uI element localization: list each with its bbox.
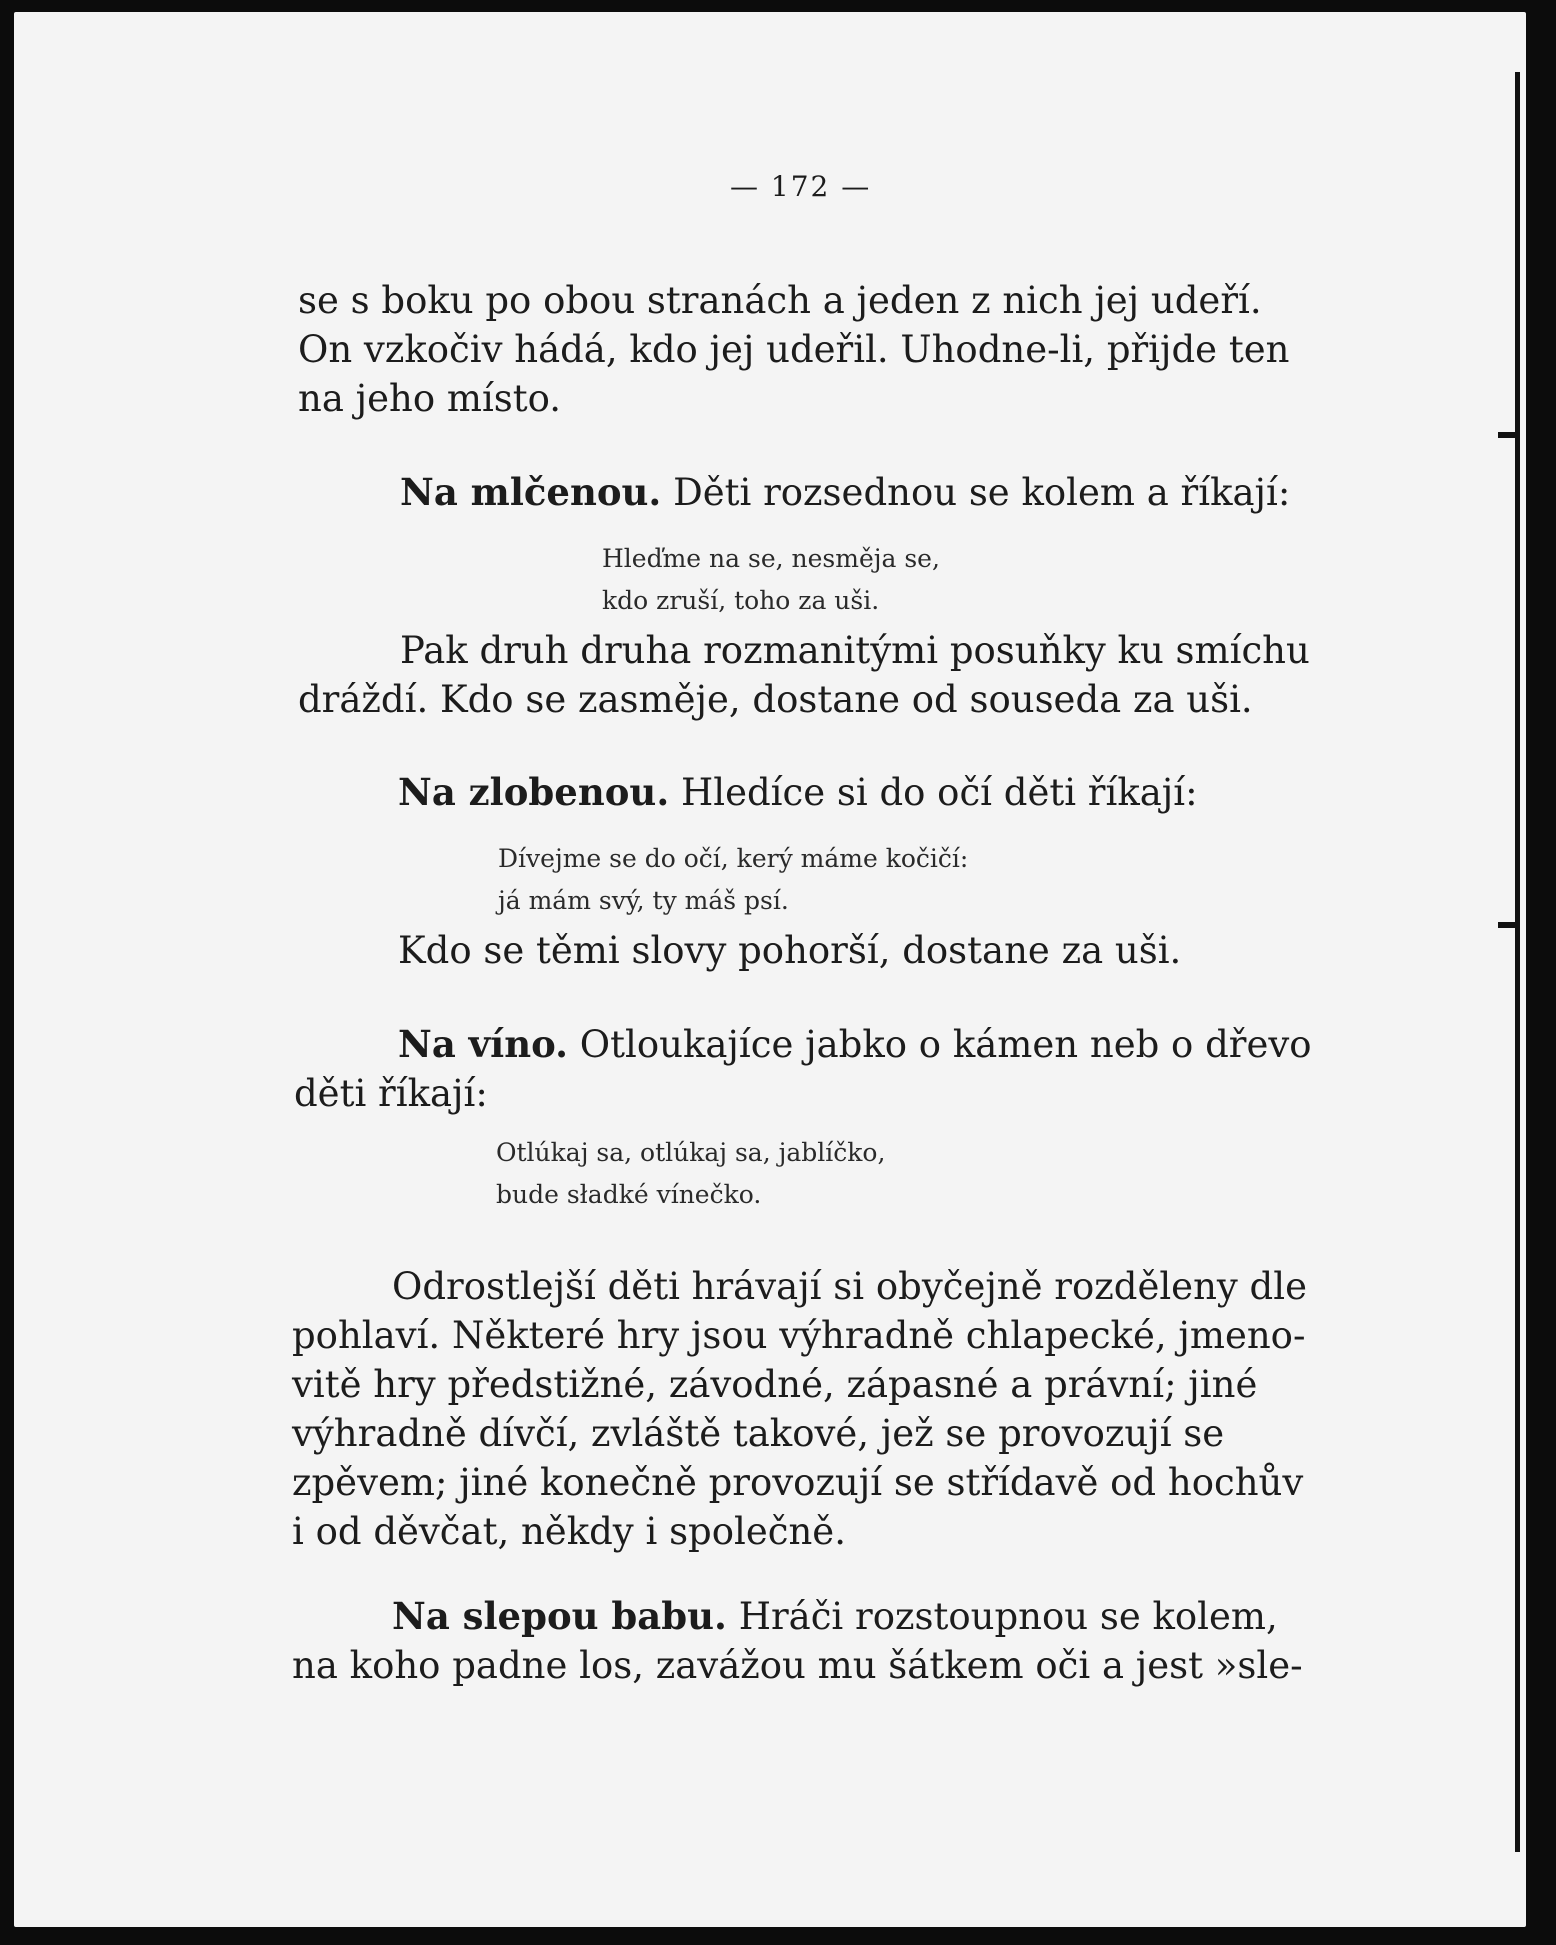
verse-line: Otlúkaj sa, otlúkaj sa, jablíčko, xyxy=(496,1138,886,1167)
game-heading-line xyxy=(398,1020,1312,1069)
game-title: Na mlčenou. xyxy=(400,470,662,514)
text-line: On vzkočiv hádá, kdo jej udeřil. Uhodne-li, přijde ten xyxy=(298,328,1290,371)
book-page xyxy=(14,12,1526,1927)
page-number: — 172 — xyxy=(730,170,872,203)
verse-line: Dívejme se do očí, kerý máme kočičí: xyxy=(498,844,969,873)
game-intro-continued: děti říkají: xyxy=(294,1072,488,1115)
verse-line: bude sładké vínečko. xyxy=(496,1180,762,1209)
verse-line: kdo zruší, toho za uši. xyxy=(602,586,880,615)
game-description xyxy=(298,626,1310,724)
text-line: vitě hry předstižné, závodné, zápasné a právní; jiné xyxy=(292,1363,1258,1406)
game-intro: Hledíce si do očí děti říkají: xyxy=(669,771,1198,814)
game-title: Na zlobenou. xyxy=(398,770,670,814)
text-line: zpěvem; jiné konečně provozují se střídavě od hochův xyxy=(292,1461,1304,1504)
game-title: Na víno. xyxy=(398,1022,569,1066)
edge-mark xyxy=(1498,432,1520,438)
edge-mark xyxy=(1498,922,1520,928)
game-heading-line xyxy=(392,1592,1278,1641)
game-intro: Hráči rozstoupnou se kolem, xyxy=(726,1595,1278,1638)
game-intro: Děti rozsednou se kolem a říkají: xyxy=(661,471,1291,514)
paragraph-continued xyxy=(298,276,1289,423)
text-line: výhradně dívčí, zvláště takové, jež se provozují se xyxy=(292,1412,1225,1455)
verse-line: já mám svý, ty máš psí. xyxy=(498,886,789,915)
page-edge-shadow xyxy=(1515,72,1520,1852)
text-line: na jeho místo. xyxy=(298,377,562,420)
text-line: Pak druh druha rozmanitými posuňky ku smíchu xyxy=(400,629,1310,672)
game-intro: Otloukajíce jabko o kámen neb o dřevo xyxy=(568,1023,1312,1066)
text-line: dráždí. Kdo se zasměje, dostane od souseda za uši. xyxy=(298,678,1253,721)
verse-block xyxy=(498,838,968,922)
verse-block xyxy=(496,1132,885,1216)
text-line: Odrostlejší děti hrávají si obyčejně rozděleny dle xyxy=(392,1265,1307,1308)
game-heading-line xyxy=(400,468,1290,517)
text-line: pohlaví. Některé hry jsou výhradně chlapecké, jmeno- xyxy=(292,1314,1306,1357)
game-description: Kdo se těmi slovy pohorší, dostane za uši. xyxy=(398,929,1182,972)
verse-line: Hleďme na se, nesměja se, xyxy=(602,544,940,573)
text-line: i od děvčat, někdy i společně. xyxy=(292,1510,846,1553)
verse-block xyxy=(602,538,940,622)
paragraph xyxy=(292,1262,1307,1556)
text-line: se s boku po obou stranách a jeden z nich jej udeří. xyxy=(298,279,1262,322)
game-intro-continued: na koho padne los, zavážou mu šátkem oči a jest »sle- xyxy=(292,1644,1303,1687)
game-title: Na slepou babu. xyxy=(392,1594,727,1638)
game-heading-line xyxy=(398,768,1198,817)
